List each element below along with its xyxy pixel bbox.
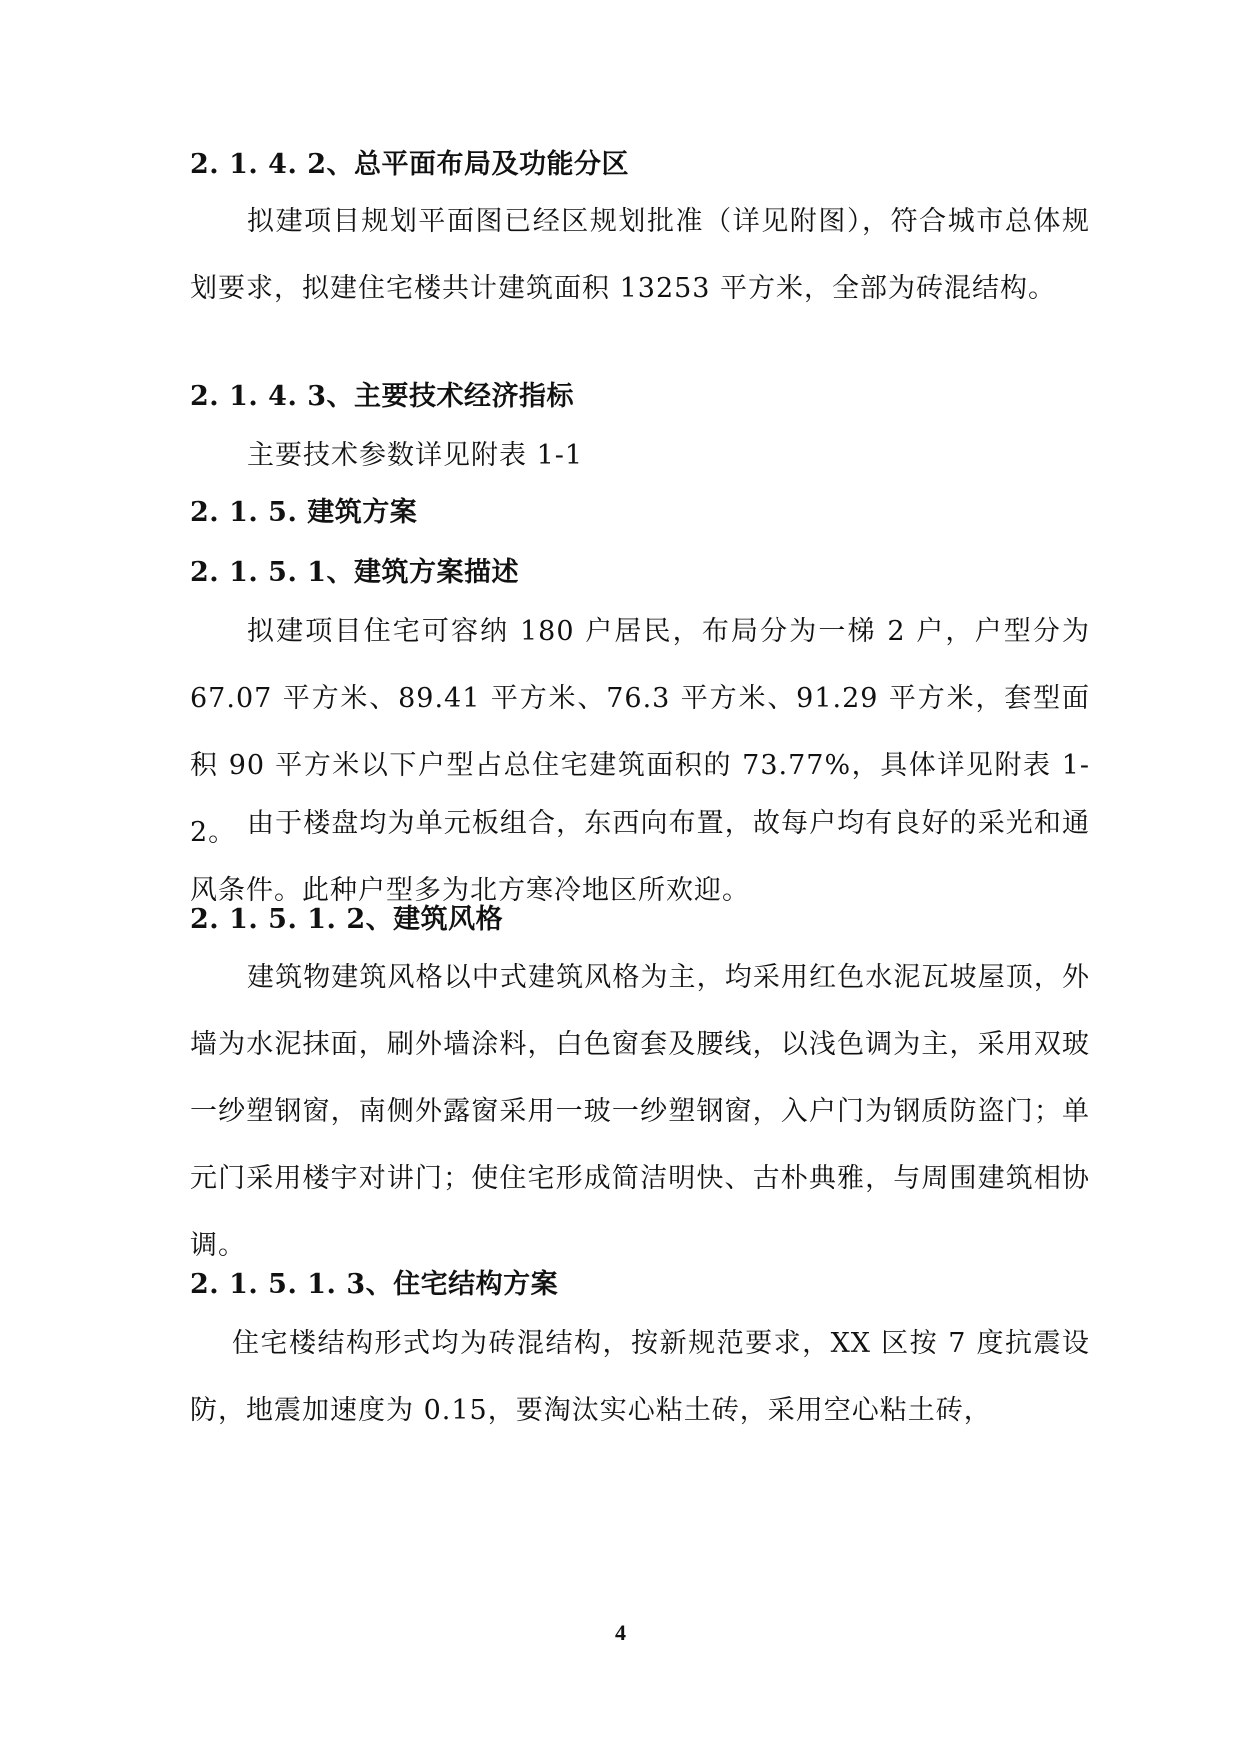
paragraph-technical-parameters: 主要技术参数详见附表 1-1: [247, 440, 584, 471]
heading-architectural-plan: 2. 1. 5. 建筑方案: [190, 497, 418, 528]
heading-structure-plan: 2. 1. 5. 1. 3、住宅结构方案: [190, 1269, 559, 1300]
paragraph-structure: 住宅楼结构形式均为砖混结构，按新规范要求，XX 区按 7 度抗震设防，地震加速度为 0.15，要淘汰实心粘土砖，采用空心粘土砖，: [190, 1328, 1090, 1426]
heading-architectural-style: 2. 1. 5. 1. 2、建筑风格: [190, 904, 504, 935]
page-number: 4: [615, 1620, 626, 1645]
paragraph-architectural-style: 建筑物建筑风格以中式建筑风格为主，均采用红色水泥瓦坡屋顶，外墙为水泥抹面，刷外墙涂料，白色窗套及腰线，以浅色调为主，采用双玻一纱塑钢窗，南侧外露窗采用一玻一纱塑钢窗，入户门为钢质防盗门；单元门采用楼宇对讲门；使住宅形成简洁明快、古朴典雅，与周围建筑相协调。: [190, 962, 1090, 1261]
paragraph-household-layout: 拟建项目住宅可容纳 180 户居民，布局分为一梯 2 户，户型分为 67.07 平方米、89.41 平方米、76.3 平方米、91.29 平方米，套型面积 90 平方米以下户型占总住宅建筑面积的 73.77%，具体详见附表 1-2。: [190, 616, 1090, 848]
heading-technical-indicators: 2. 1. 4. 3、主要技术经济指标: [190, 381, 575, 412]
paragraph-site-plan: 拟建项目规划平面图已经区规划批准（详见附图），符合城市总体规划要求，拟建住宅楼共计建筑面积 13253 平方米，全部为砖混结构。: [190, 206, 1090, 304]
heading-plan-description: 2. 1. 5. 1、建筑方案描述: [190, 557, 520, 588]
heading-site-layout: 2. 1. 4. 2、总平面布局及功能分区: [190, 149, 630, 180]
paragraph-lighting-ventilation: 由于楼盘均为单元板组合，东西向布置，故每户均有良好的采光和通风条件。此种户型多为北方寒冷地区所欢迎。: [190, 808, 1090, 906]
